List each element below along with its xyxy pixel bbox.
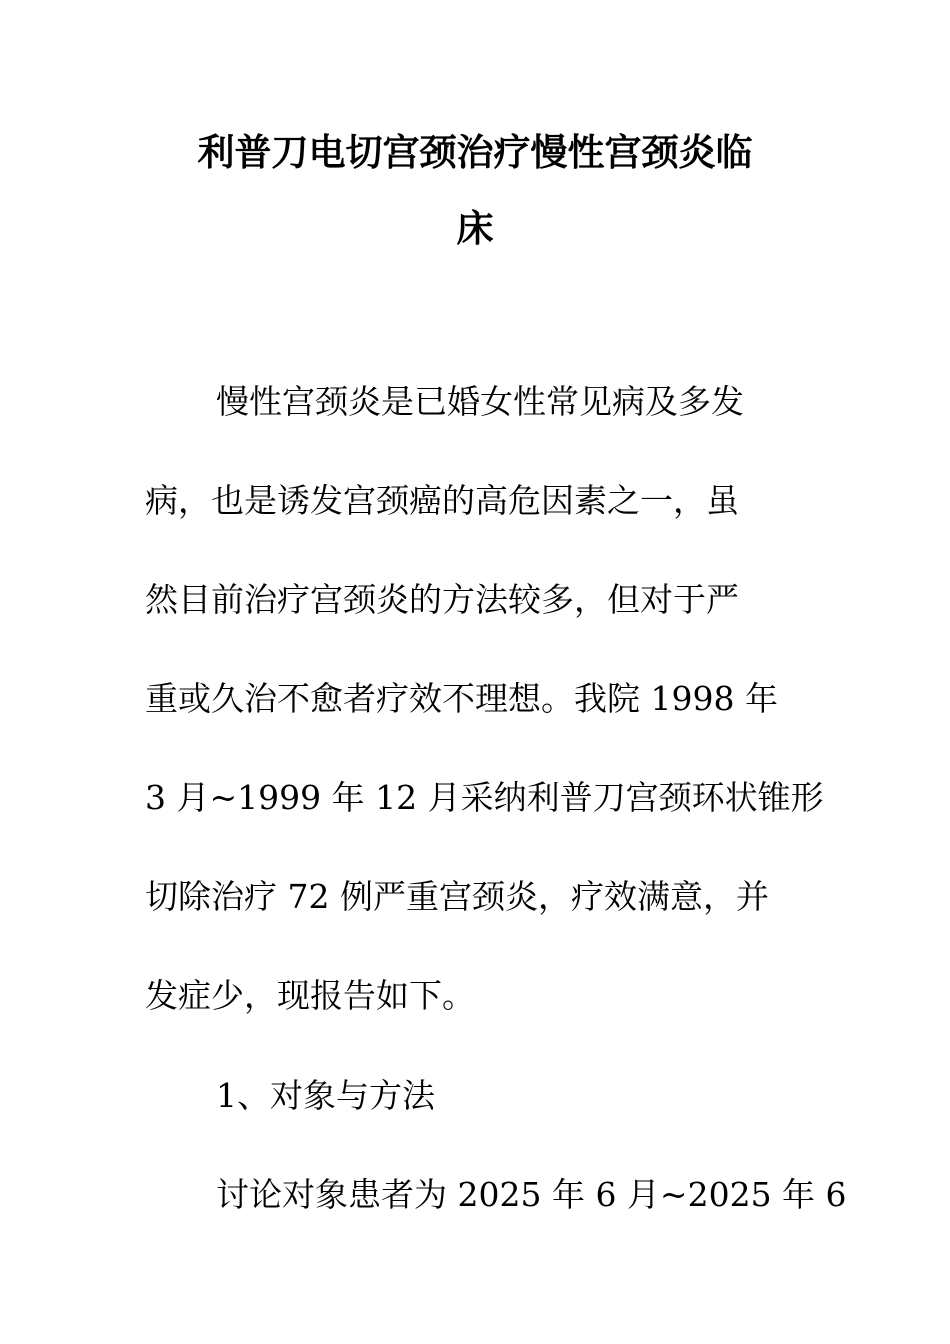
paragraph-2-line-1: 讨论对象患者为 2025 年 6 月~2025 年 6 — [216, 1175, 847, 1214]
paragraph-1-line-7: 发症少，现报告如下。 — [145, 976, 475, 1015]
section-heading: 1、对象与方法 — [216, 1076, 435, 1115]
document-title-line-2: 床 — [456, 206, 494, 250]
paragraph-1-line-5: 3 月~1999 年 12 月采纳利普刀宫颈环状锥形 — [145, 778, 824, 817]
paragraph-1-line-4: 重或久治不愈者疗效不理想。我院 1998 年 — [145, 679, 778, 718]
paragraph-1-line-3: 然目前治疗宫颈炎的方法较多，但对于严 — [145, 580, 739, 619]
paragraph-1-line-1: 慢性宫颈炎是已婚女性常见病及多发 — [216, 382, 744, 421]
document-title-line-1: 利普刀电切宫颈治疗慢性宫颈炎临 — [197, 130, 753, 174]
paragraph-1-line-2: 病，也是诱发宫颈癌的高危因素之一，虽 — [145, 481, 739, 520]
paragraph-1-line-6: 切除治疗 72 例严重宫颈炎，疗效满意，并 — [145, 877, 769, 916]
